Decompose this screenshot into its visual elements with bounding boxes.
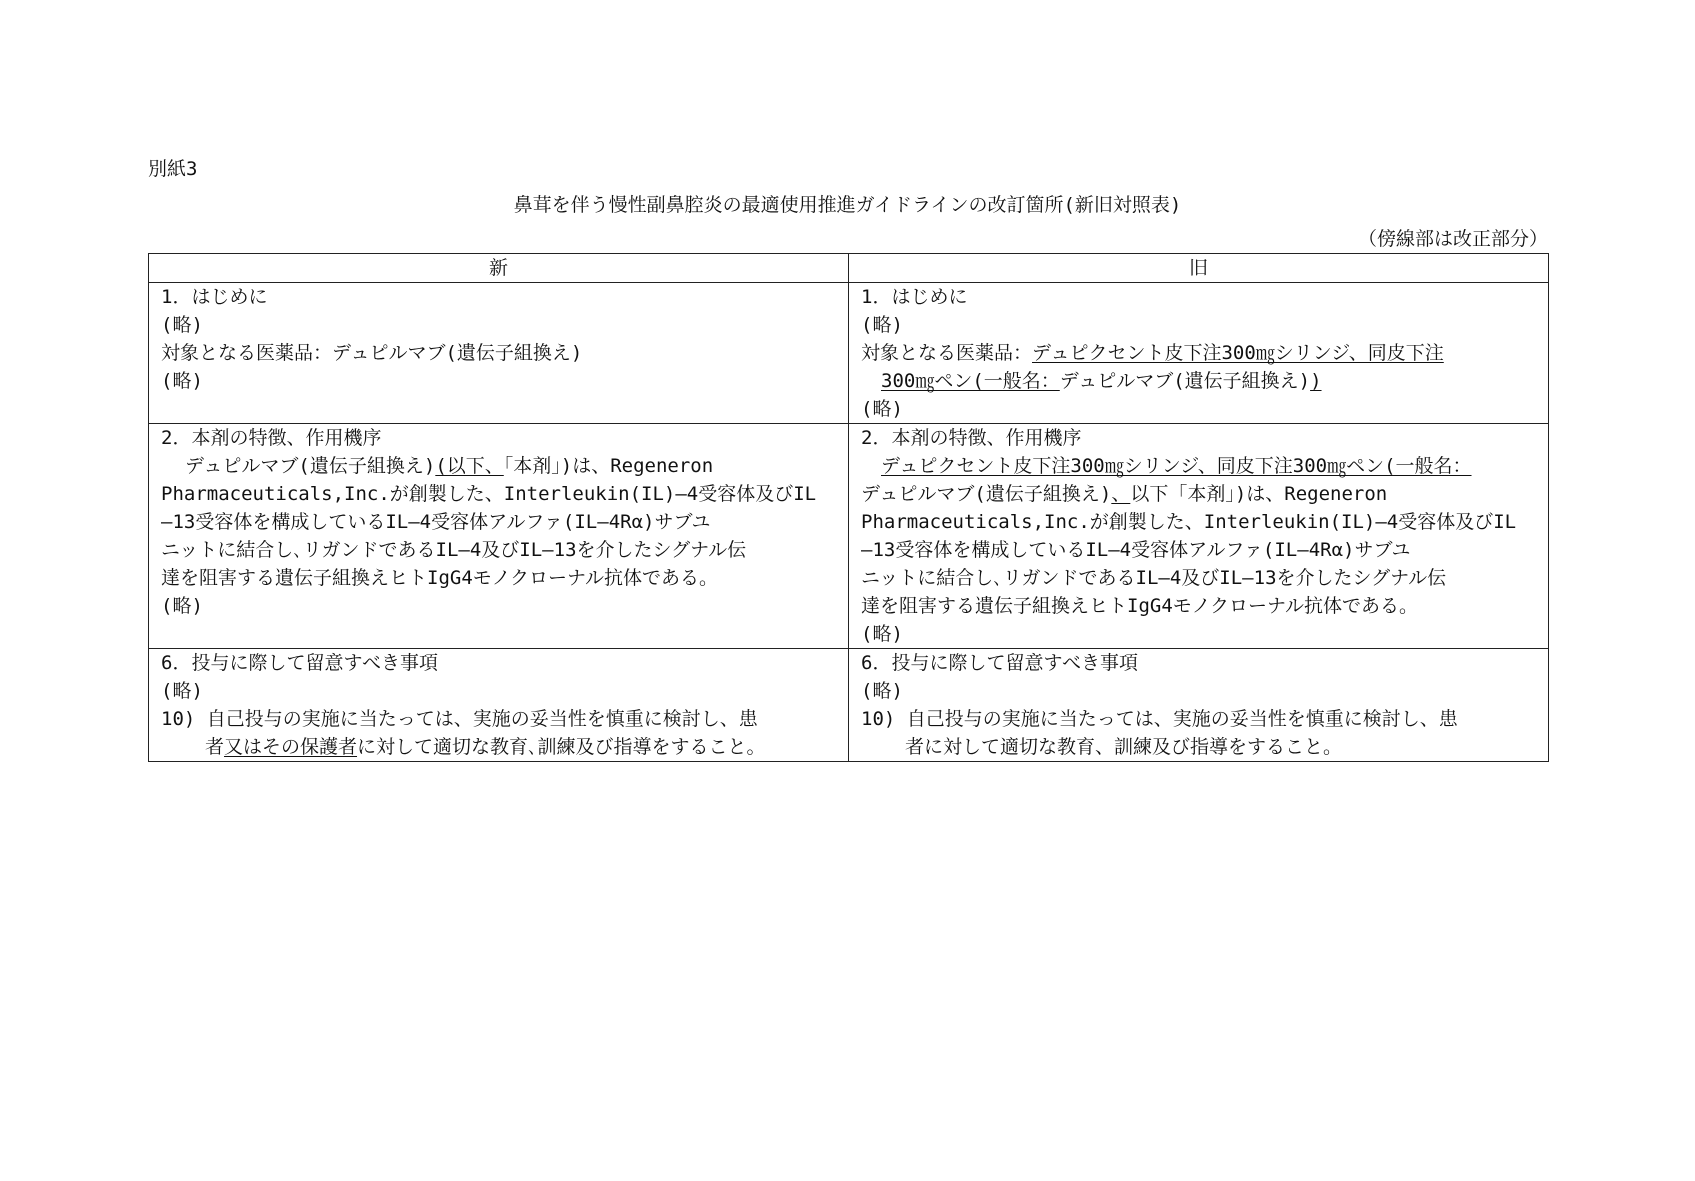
new-sec2-cell	[149, 424, 849, 649]
new-sec1-ryaku2: (略)	[161, 370, 203, 392]
new-sec6-item10-line2	[161, 733, 840, 761]
new-sec6-cell	[149, 649, 849, 762]
old-sec6-item10-line1: 10) 自己投与の実施に当たっては、実施の妥当性を慎重に検討し、患	[861, 708, 1458, 730]
new-sec1-target	[161, 339, 840, 367]
old-sec6-cell	[849, 649, 1549, 762]
item10-b: に対して適切な教育､訓練及び指導をすること。	[357, 736, 766, 758]
old-sec1-heading: 1．はじめに	[861, 286, 968, 308]
old-sec2-line3: Pharmaceuticals,Inc.が創製した、Interleukin(IL)―4受容体及びIL	[861, 511, 1517, 533]
new-sec1-ryaku1: (略)	[161, 314, 203, 336]
header-new: 新	[149, 254, 849, 283]
old-sec6-heading: 6．投与に際して留意すべき事項	[861, 652, 1139, 674]
line2-a: デュピルマブ(遺伝子組換え)	[861, 483, 1112, 505]
annex-label: 別紙3	[148, 158, 198, 180]
old-sec2-line6: 達を阻害する遺伝子組換えヒトIgG4モノクローナル抗体である。	[861, 595, 1419, 617]
line1-underlined: デュピクセント皮下注300㎎シリンジ、同皮下注300㎎ペン(一般名：	[881, 455, 1472, 477]
underline-note: （傍線部は改正部分）	[1357, 228, 1548, 250]
table-row-sec6	[149, 649, 1549, 762]
old-sec2-line1	[861, 452, 1540, 480]
new-sec6-heading: 6．投与に際して留意すべき事項	[161, 652, 439, 674]
line1-underlined: (以下、	[435, 455, 504, 477]
old-sec1-cell	[849, 283, 1549, 424]
new-sec2-heading: 2．本剤の特徴、作用機序	[161, 427, 382, 449]
new-sec2-line4: ニットに結合し､リガンドであるIL―4及びIL―13を介したシグナル伝	[161, 539, 747, 561]
new-sec2-line5: 達を阻害する遺伝子組換えヒトIgG4モノクローナル抗体である。	[161, 567, 719, 589]
target-prefix: 対象となる医薬品：	[861, 342, 1033, 364]
line2-b: 以下「本剤」)は、Regeneron	[1130, 483, 1388, 505]
new-sec1-heading: 1．はじめに	[161, 286, 268, 308]
new-sec2-ryaku: (略)	[161, 595, 203, 617]
new-sec2-line2: Pharmaceuticals,Inc.が創製した、Interleukin(IL)―4受容体及びIL	[161, 483, 817, 505]
old-sec1-ryaku1: (略)	[861, 314, 903, 336]
table-row-sec2	[149, 424, 1549, 649]
old-sec1-ryaku2: (略)	[861, 398, 903, 420]
target-underlined-2: 300㎎ペン(一般名：	[881, 370, 1060, 392]
header-row	[149, 254, 1549, 283]
old-sec1-target-cont	[861, 367, 1540, 395]
new-sec6-item10-line1: 10) 自己投与の実施に当たっては、実施の妥当性を慎重に検討し、患	[161, 708, 758, 730]
new-sec2-line3: ―13受容体を構成しているIL―4受容体アルファ(IL―4Rα)サブユ	[161, 511, 711, 533]
old-sec2-heading: 2．本剤の特徴、作用機序	[861, 427, 1082, 449]
new-sec2-line1	[161, 452, 840, 480]
page-title: 鼻茸を伴う慢性副鼻腔炎の最適使用推進ガイドラインの改訂箇所(新旧対照表)	[513, 194, 1182, 216]
target-underlined-3: )	[1310, 370, 1322, 392]
comparison-table	[148, 253, 1549, 762]
old-sec2-cell	[849, 424, 1549, 649]
item10-underlined: 又はその保護者	[224, 736, 358, 758]
target-value: デュピルマブ(遺伝子組換え)	[332, 342, 583, 364]
old-sec2-ryaku: (略)	[861, 623, 903, 645]
old-sec2-line5: ニットに結合し､リガンドであるIL―4及びIL―13を介したシグナル伝	[861, 567, 1447, 589]
item10-a: 者	[205, 736, 225, 758]
target-underlined-1: デュピクセント皮下注300㎎シリンジ、同皮下注	[1032, 342, 1444, 364]
table-row-sec1	[149, 283, 1549, 424]
line1-a: デュピルマブ(遺伝子組換え)	[185, 455, 436, 477]
new-sec1-cell	[149, 283, 849, 424]
target-prefix: 対象となる医薬品：	[161, 342, 333, 364]
old-sec6-ryaku: (略)	[861, 680, 903, 702]
header-old: 旧	[849, 254, 1549, 283]
old-sec1-target	[861, 339, 1540, 367]
new-sec6-ryaku: (略)	[161, 680, 203, 702]
old-sec6-item10-line2: 者に対して適切な教育、訓練及び指導をすること。	[905, 736, 1343, 758]
old-sec2-line2	[861, 480, 1540, 508]
line1-b: 「本剤」)は、Regeneron	[503, 455, 714, 477]
line2-underlined: 、	[1111, 483, 1131, 505]
old-sec2-line4: ―13受容体を構成しているIL―4受容体アルファ(IL―4Rα)サブユ	[861, 539, 1411, 561]
target-value: デュピルマブ(遺伝子組換え)	[1059, 370, 1311, 392]
